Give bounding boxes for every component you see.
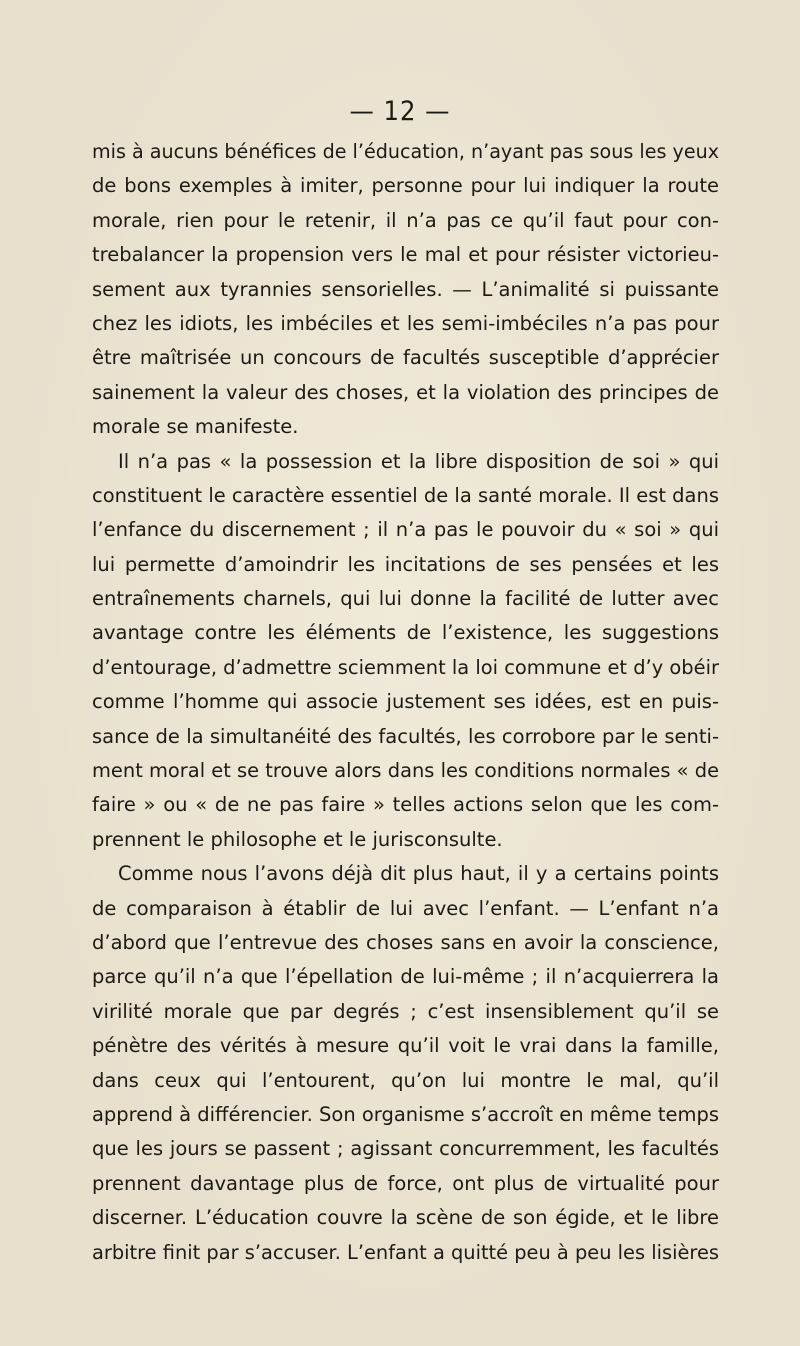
text-line: parce qu’il n’a que l’épellation de lui-même ; il n’acquierrera la: [92, 965, 719, 989]
text-line: d’abord que l’entrevue des choses sans en avoir la conscience,: [92, 930, 719, 954]
text-line: dans ceux qui l’entourent, qu’on lui montre le mal, qu’il: [92, 1068, 719, 1092]
text-line: faire » ou « de ne pas faire » telles actions selon que les com-: [92, 793, 719, 817]
text-line: d’entourage, d’admettre sciemment la loi commune et d’y obéir: [92, 655, 719, 679]
text-line: lui permette d’amoindrir les incitations de ses pensées et les: [92, 552, 719, 576]
text-line: arbitre finit par s’accuser. L’enfant a quitté peu à peu les lisières: [92, 1240, 719, 1264]
text-line: sainement la valeur des choses, et la violation des principes de: [92, 380, 719, 404]
body-text: [92, 135, 719, 1270]
text-line: prennent le philosophe et le jurisconsulte.: [92, 827, 503, 851]
text-line: être maîtrisée un concours de facultés susceptible d’apprécier: [92, 346, 719, 370]
text-line: sement aux tyrannies sensorielles. — L’animalité si puissante: [92, 277, 719, 301]
text-line: chez les idiots, les imbéciles et les semi-imbéciles n’a pas pour: [92, 311, 719, 335]
text-line: comme l’homme qui associe justement ses idées, est en puis-: [92, 690, 719, 714]
text-line: avantage contre les éléments de l’existence, les suggestions: [92, 621, 719, 645]
text-line: que les jours se passent ; agissant concurremment, les facultés: [92, 1137, 719, 1161]
text-line: morale se manifeste.: [92, 415, 299, 439]
text-line: discerner. L’éducation couvre la scène de son égide, et le libre: [92, 1206, 719, 1230]
text-line: trebalancer la propension vers le mal et pour résister victorieu-: [92, 243, 719, 267]
text-line: ment moral et se trouve alors dans les conditions normales « de: [92, 759, 720, 783]
text-line: morale, rien pour le retenir, il n’a pas ce qu’il faut pour con-: [92, 208, 719, 232]
text-line: pénètre des vérités à mesure qu’il voit le vrai dans la famille,: [92, 1034, 719, 1058]
text-line: constituent le caractère essentiel de la santé morale. Il est dans: [92, 483, 719, 507]
text-line: prennent davantage plus de force, ont plus de virtualité pour: [92, 1171, 719, 1195]
text-line: mis à aucuns bénéfices de l’éducation, n’ayant pas sous les yeux: [92, 140, 720, 163]
text-line: virilité morale que par degrés ; c’est insensiblement qu’il se: [92, 999, 719, 1023]
text-line: de comparaison à établir de lui avec l’enfant. — L’enfant n’a: [92, 896, 719, 920]
text-line: Comme nous l’avons déjà dit plus haut, il y a certains points: [118, 862, 719, 886]
page-number: — 12 —: [349, 96, 451, 127]
text-line: sance de la simultanéité des facultés, les corrobore par le senti-: [92, 724, 719, 748]
text-line: de bons exemples à imiter, personne pour lui indiquer la route: [92, 174, 719, 198]
text-line: l’enfance du discernement ; il n’a pas le pouvoir du « soi » qui: [92, 518, 719, 542]
text-line: Il n’a pas « la possession et la libre disposition de soi » qui: [118, 449, 719, 473]
text-line: entraînements charnels, qui lui donne la facilité de lutter avec: [92, 587, 719, 611]
text-line: apprend à différencier. Son organisme s’accroît en même temps: [92, 1102, 719, 1126]
